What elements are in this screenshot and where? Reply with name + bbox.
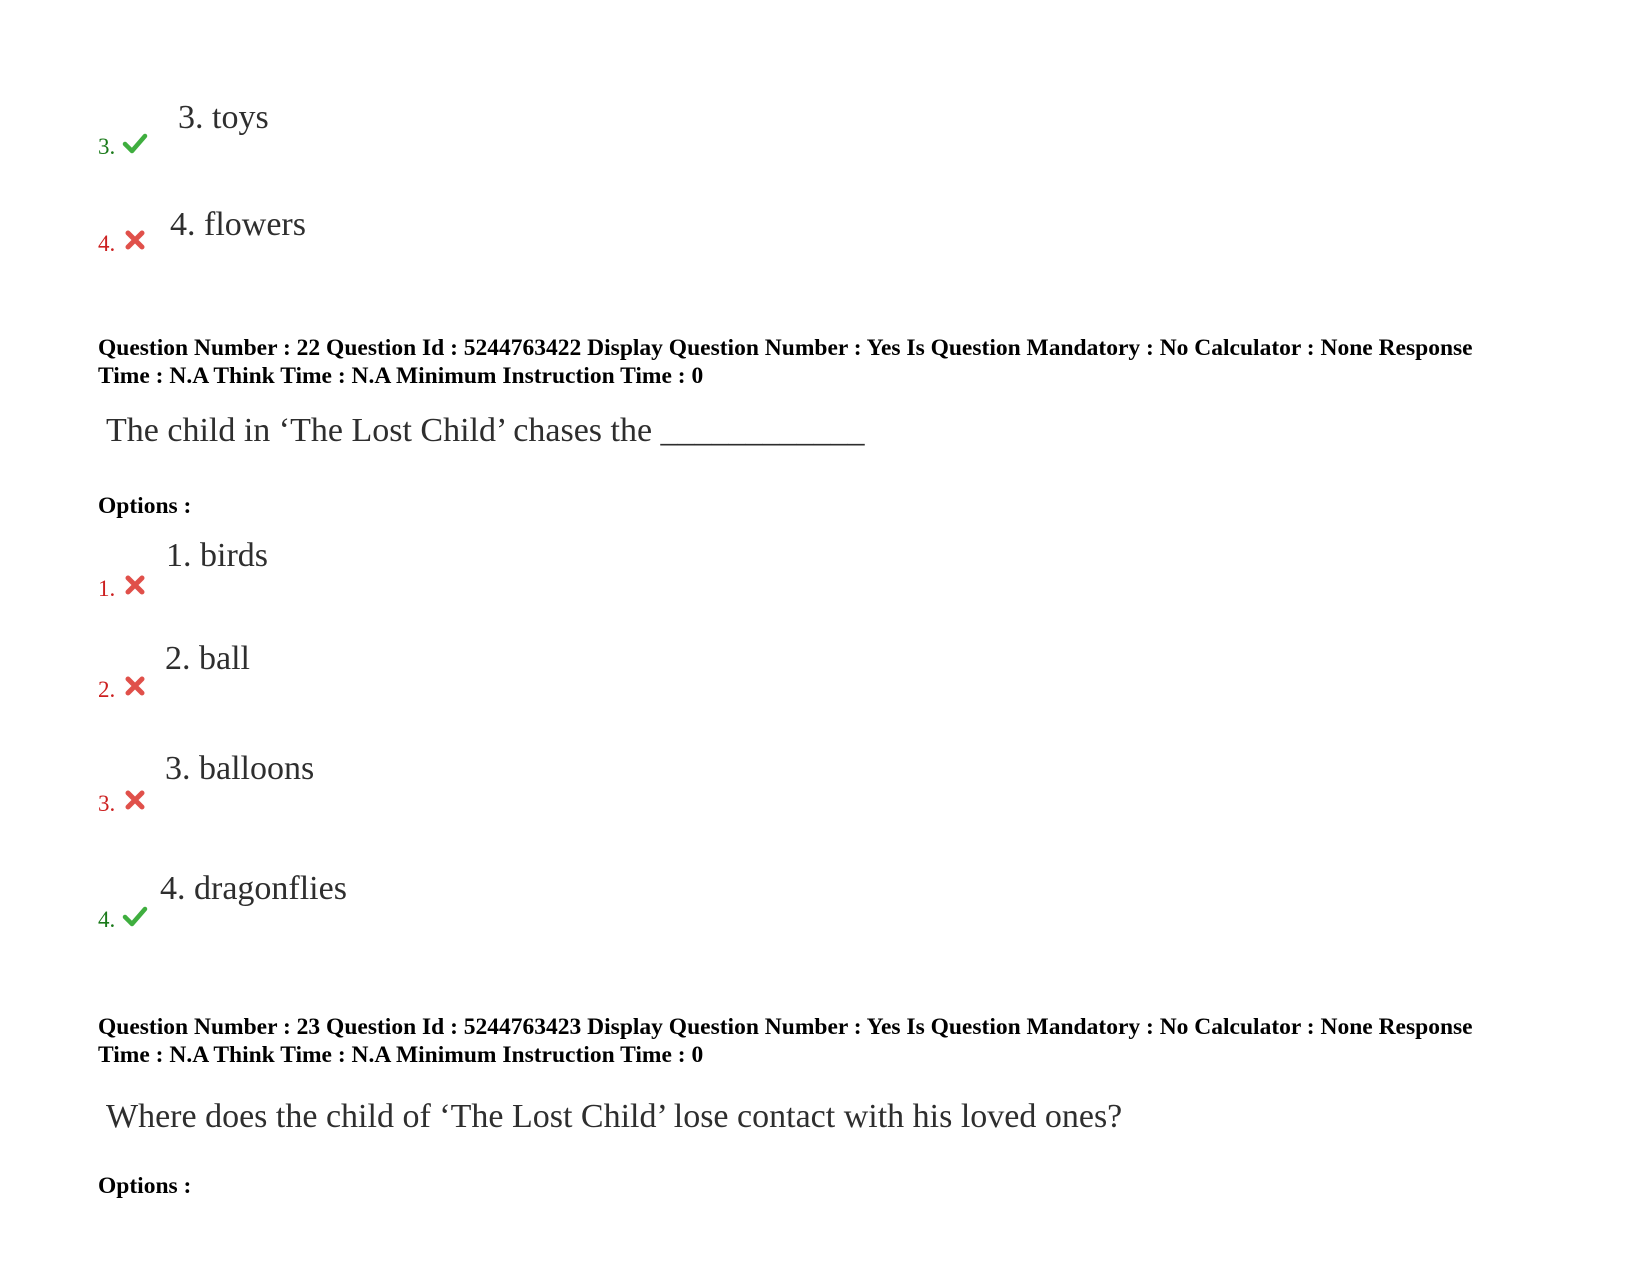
option-row: [0, 535, 800, 625]
option-text: 3. toys: [178, 99, 269, 136]
cross-icon: [122, 673, 148, 699]
option-text: 3. balloons: [165, 750, 315, 787]
check-icon: [122, 903, 148, 929]
question-text: Where does the child of ‘The Lost Child’ lose contact with his loved ones?: [106, 1098, 1123, 1135]
option-row: [0, 868, 800, 958]
option-text: 2. ball: [165, 640, 250, 677]
option-number: 4.: [98, 907, 116, 932]
cross-icon: [122, 227, 148, 253]
option-row: [0, 748, 800, 838]
options-label: Options :: [98, 493, 192, 519]
question-text: The child in ‘The Lost Child’ chases the ____________: [106, 412, 865, 449]
option-number: 4.: [98, 231, 116, 256]
options-label: Options :: [98, 1173, 192, 1199]
option-text: 1. birds: [166, 537, 268, 574]
question-meta-line: Time : N.A Think Time : N.A Minimum Instruction Time : 0: [98, 1042, 704, 1068]
option-number: 3.: [98, 134, 116, 159]
question-meta-line: Question Number : 22 Question Id : 5244763422 Display Question Number : Yes Is Question Mandatory : No Calculator : None Response: [98, 335, 1473, 361]
question-meta: [98, 1013, 1578, 1069]
option-number: 3.: [98, 791, 116, 816]
option-text: 4. dragonflies: [160, 870, 347, 907]
option-row: [0, 95, 800, 185]
question-meta-line: Time : N.A Think Time : N.A Minimum Instruction Time : 0: [98, 363, 704, 389]
question-meta: [98, 334, 1578, 390]
check-icon: [122, 130, 148, 156]
question-meta-line: Question Number : 23 Question Id : 5244763423 Display Question Number : Yes Is Question Mandatory : No Calculator : None Response: [98, 1014, 1473, 1040]
option-text: 4. flowers: [170, 206, 306, 243]
option-row: [0, 636, 800, 726]
option-number: 1.: [98, 576, 116, 601]
option-row: [0, 200, 800, 290]
cross-icon: [122, 787, 148, 813]
option-number: 2.: [98, 677, 116, 702]
cross-icon: [122, 572, 148, 598]
